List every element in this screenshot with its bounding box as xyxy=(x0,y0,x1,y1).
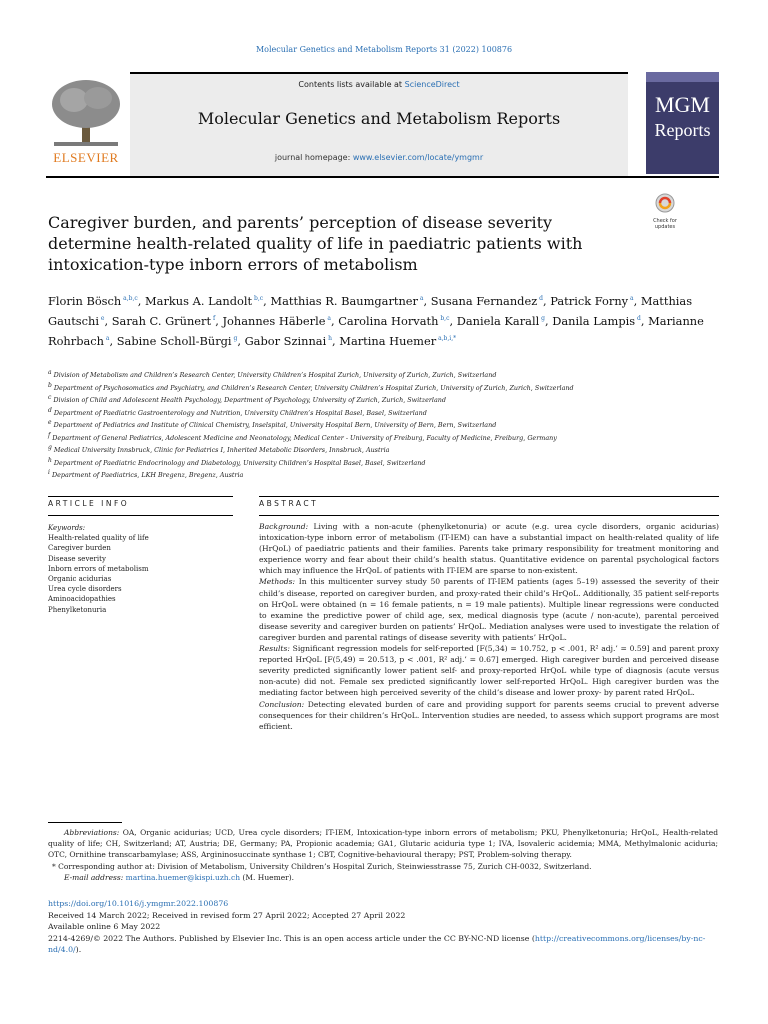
author-affiliation-marks[interactable]: h xyxy=(326,334,333,342)
affiliation-key: a xyxy=(48,369,52,376)
article-title: Caregiver burden, and parents’ perception of disease severity determine health-related quality of life in paediatric patients with intoxication-type inborn errors of metabolism xyxy=(48,213,583,274)
contents-line: Contents lists available at ScienceDirect xyxy=(298,80,460,89)
keyword: Aminoacidopathies xyxy=(48,595,116,604)
affiliation xyxy=(48,418,728,431)
author-name[interactable]: Danila Lampis xyxy=(552,313,636,328)
keyword: Disease severity xyxy=(48,554,106,563)
keyword: Inborn errors of metabolism xyxy=(48,564,149,573)
elsevier-logo xyxy=(46,72,126,172)
affiliation xyxy=(48,468,728,481)
author-affiliation-marks[interactable]: a xyxy=(325,314,331,322)
sciencedirect-link[interactable]: ScienceDirect xyxy=(404,80,460,89)
abstract-section-text: Living with a non-acute (phenylketonuria) or acute (e.g. urea cycle disorders, organic acidurias) intoxication-type inborn error of metabolism (IT-IEM) can have a substantial impact on health-related quality of life (HrQoL) of paediatric patients and their families. Parents take primary responsibility for treatment monitoring and experience worry and fear about their child’s health status. Quantitative evidence on parental psychological factors which may influence the HrQoL of patients with IT-IEM are sparse to non-existent. xyxy=(259,522,719,576)
keyword: Organic acidurias xyxy=(48,575,112,584)
affiliation-text: Medical University Innsbruck, Clinic for Pediatrics I, Inherited Metabolic Disorders, Innsbruck, Austria xyxy=(51,446,390,455)
affiliation-text: Department of Paediatric Endocrinology and Diabetology, University Children’s Hospital Basel, Basel, Switzerland xyxy=(51,458,426,467)
affiliation xyxy=(48,368,728,381)
check-updates-label: Check for updates xyxy=(653,218,677,230)
author-affiliation-marks[interactable]: e xyxy=(99,314,105,322)
author-name[interactable]: Johannes Häberle xyxy=(222,313,326,328)
available-online: Available online 6 May 2022 xyxy=(48,922,161,932)
affiliation xyxy=(48,406,728,419)
author-affiliation-marks[interactable]: a,b,i,* xyxy=(436,334,457,342)
keyword: Caregiver burden xyxy=(48,544,111,553)
corresponding-author-footnote: * Corresponding author at: Division of Metabolism, University Children’s Hospital Zurich, Steinwiesstrasse 75, Zurich CH-0032, Switzerland. xyxy=(52,861,592,871)
abstract-section xyxy=(259,643,719,698)
affiliation-text: Department of Psychosomatics and Psychiatry, and Children’s Research Center, University Children’s Hospital Zurich, University of Zurich, Zurich, Switzerland xyxy=(51,383,574,392)
author-affiliation-marks[interactable]: a xyxy=(104,334,110,342)
author-name[interactable]: Marianne Rohrbach xyxy=(48,313,704,348)
author-affiliation-marks[interactable]: b,c xyxy=(252,295,264,302)
abbreviations-footnote: Abbreviations: OA, Organic acidurias; UCD, Urea cycle disorders; IT-IEM, Intoxication-type inborn errors of metabolism; PKU, Phenylketonuria; HrQoL, Health-related quality of life; CH, Switzerland; AT, Austria; DE, Germany; PA, Propionic academia; GA1, Glutaric aciduria type 1; IVA, Isovaleric acidemia; MMA, Methylmalonic aciduria; OTC, Ornithine transcarbamylase; ASS, Argininosuccinate synthase 1; CBT, Cognitive-behavioural therapy; PST, Problem-solving therapy. xyxy=(48,828,718,860)
author-affiliation-marks[interactable]: a xyxy=(628,295,634,302)
author-name[interactable]: Florin Bösch xyxy=(48,293,122,308)
abstract-section xyxy=(259,576,719,643)
author-name[interactable]: Sabine Scholl-Bürgi xyxy=(116,333,232,348)
email-footnote: E-mail address: martina.huemer@kispi.uzh.ch (M. Huemer). xyxy=(64,872,295,882)
author-name[interactable]: Patrick Forny xyxy=(550,293,629,308)
footnotes xyxy=(48,827,718,883)
affiliation-text: Department of General Pediatrics, Adolescent Medicine and Neonatology, Medical Center - University of Freiburg, Faculty of Medicine, Freiburg, Germany xyxy=(50,433,557,442)
affiliation-key: e xyxy=(48,419,52,427)
affiliation-key: h xyxy=(48,456,52,464)
author-name[interactable]: Matthias Gautschi xyxy=(48,293,693,328)
check-for-updates-badge[interactable] xyxy=(648,192,682,228)
author-name[interactable]: Markus A. Landolt xyxy=(145,293,253,308)
author-affiliation-marks[interactable]: d xyxy=(537,295,543,302)
journal-homepage-line: journal homepage: www.elsevier.com/locate/ymgmr xyxy=(274,153,484,162)
author-name[interactable]: Martina Huemer xyxy=(339,333,437,348)
author-name[interactable]: Carolina Horvath xyxy=(338,313,439,328)
author-list: Florin Bösch $^{a,b,c}$, Markus A. Landolt $^{b,c}$, Matthias R. Baumgartner $^a$, Susana Fernandez $^d$, Patrick Forny $^a$, Matthias Gautschi $^e$, Sarah C. Grünert $^f$, Johannes Häberle $^a$, Carolina Horvath $^{b,c}$, Daniela Karall $^g$, Danila Lampis $^d$, Marianne Rohrbach $^a$, Sabine Scholl-Bürgi $^g$, Gabor Szinnai $^h$, Martina Huemer $^{a,b,i,*}$ xyxy=(48,293,704,348)
author-name[interactable]: Sarah C. Grünert xyxy=(111,313,212,328)
affiliation xyxy=(48,456,728,469)
keywords-label: Keywords: xyxy=(48,524,86,532)
affiliation-text: Division of Child and Adolescent Health Psychology, Department of Psychology, University of Zurich, Zurich, Switzerland xyxy=(51,396,446,405)
keyword: Health-related quality of life xyxy=(48,534,149,543)
abstract-section xyxy=(259,699,719,732)
affiliation-key: f xyxy=(48,431,51,439)
author-affiliation-marks[interactable]: g xyxy=(539,314,545,322)
affiliation-text: Department of Pediatrics and Institute of Clinical Chemistry, Inselspital, University Hospital Bern, University of Bern, Bern, Switzerland xyxy=(51,421,497,430)
journal-title: Molecular Genetics and Metabolism Reports xyxy=(197,109,561,128)
abstract-rule-lower xyxy=(259,515,719,516)
cover-title: MGM xyxy=(654,92,710,117)
abstract-heading: ABSTRACT xyxy=(259,499,319,508)
article-info-rule xyxy=(48,496,233,497)
abstract-section-text: In this multicenter survey study 50 parents of IT-IEM patients (ages 5–19) assessed the severity of their child’s disease, reported on caregiver burden, and proxy-rated their child’s HrQoL. Additionally, 35 patient self-reports on HrQoL were obtained (n = 16 female patients, n = 19 male patients). Multiple linear regressions were conducted to examine the predictive power of child age, sex, medical diagnosis type (acute / non-acute), parental perceived disease severity and caregiver burden on patients’ HrQoL. Mediation analyses were used to investigate the relation of caregiver burden and parental ratings of disease severity with patients’ HrQoL. xyxy=(259,577,719,642)
affiliation-key: c xyxy=(48,394,52,402)
article-info-heading: ARTICLE INFO xyxy=(48,499,130,508)
footnote-rule xyxy=(48,822,122,823)
publication-info xyxy=(48,898,718,956)
affiliation-key: g xyxy=(48,444,52,452)
affiliation-list xyxy=(48,368,728,481)
affiliation-text: Division of Metabolism and Children’s Research Center, University Children’s Hospital Zurich, University of Zurich, Zurich, Switzerland xyxy=(51,371,497,380)
keyword: Urea cycle disorders xyxy=(48,585,122,594)
affiliation-text: Department of Paediatric Gastroenterology and Nutrition, University Children’s Hospital Basel, Basel, Switzerland xyxy=(51,408,427,417)
keyword-list xyxy=(48,533,233,615)
elsevier-wordmark: ELSEVIER xyxy=(53,150,119,165)
abstract-section-text: Detecting elevated burden of care and providing support for parents seems crucial to prevent adverse consequences for their children’s HrQoL. Intervention studies are needed, to assess which support programs are most efficient. xyxy=(259,699,719,731)
abstract-body xyxy=(259,521,719,732)
license-link[interactable]: http://creativecommons.org/licenses/by-nc-nd/4.0/ xyxy=(48,933,706,955)
abstract-section-label: Results: xyxy=(259,644,290,654)
abstract-rule xyxy=(259,496,719,497)
keyword: Phenylketonuria xyxy=(48,605,107,614)
article-info-rule-lower xyxy=(48,515,233,516)
abstract-section-text: Significant regression models for self-reported [F(5,34) = 10.752, p < .001, R² adj.’ = 0.59] and parent proxy reported HrQoL [F(5,49) = 20.513, p < .001, R² adj.’ = 0.67] emerged. High caregiver burden and perceived disease severity predicted significantly lower patient self- and proxy-reported HrQoL while type of diagnosis (acute versus non-acute) did not. Female sex predicted significantly lower self-reported HrQoL. High caregiver burden was the mediating factor between high perceived severity of the child’s disease and lower proxy- by parent rated HrQoL. xyxy=(259,644,719,698)
author-affiliation-marks[interactable]: a,b,c xyxy=(121,295,138,302)
affiliation xyxy=(48,443,728,456)
abstract-section-label: Background: xyxy=(259,522,309,531)
journal-homepage-link[interactable]: www.elsevier.com/locate/ymgmr xyxy=(352,153,484,162)
cover-top-band xyxy=(646,72,719,82)
check-updates-icon xyxy=(648,192,682,214)
author-name[interactable]: Daniela Karall xyxy=(456,313,540,328)
license-line: 2214-4269/© 2022 The Authors. Published by Elsevier Inc. This is an open access article under the CC BY-NC-ND license (http://creativecommons.org/licenses/by-nc-nd/4.0/). xyxy=(48,933,706,955)
affiliation xyxy=(48,381,728,394)
abstract-section-label: Conclusion: xyxy=(259,699,305,709)
author-affiliation-marks[interactable]: g xyxy=(231,334,238,342)
received-dates: Received 14 March 2022; Received in revised form 27 April 2022; Accepted 27 April 2022 xyxy=(48,910,406,920)
affiliation xyxy=(48,393,728,406)
cover-subtitle: Reports xyxy=(654,120,711,140)
abstract-section xyxy=(259,521,719,576)
doi-link[interactable]: https://doi.org/10.1016/j.ymgmr.2022.100876 xyxy=(48,899,229,908)
journal-cover[interactable] xyxy=(646,72,719,174)
author-name[interactable]: Gabor Szinnai xyxy=(244,333,327,348)
affiliation-key: d xyxy=(48,406,52,414)
author-affiliation-marks[interactable]: d xyxy=(635,314,641,322)
affiliation xyxy=(48,431,728,444)
affiliation-text: Department of Paediatrics, LKH Bregenz, Bregenz, Austria xyxy=(49,471,244,480)
abstract-section-label: Methods: xyxy=(259,577,296,587)
author-affiliation-marks[interactable]: f xyxy=(211,314,216,322)
author-affiliation-marks[interactable]: a xyxy=(418,295,424,302)
author-affiliation-marks[interactable]: b,c xyxy=(438,314,450,322)
masthead-rule xyxy=(46,176,719,178)
keywords-block xyxy=(48,523,233,615)
affiliation-key: i xyxy=(48,469,50,477)
email-link[interactable]: martina.huemer@kispi.uzh.ch xyxy=(125,872,241,882)
journal-reference[interactable]: Molecular Genetics and Metabolism Reports 31 (2022) 100876 xyxy=(255,45,513,54)
author-name[interactable]: Matthias R. Baumgartner xyxy=(270,293,418,308)
affiliation-key: b xyxy=(48,381,52,389)
author-name[interactable]: Susana Fernandez xyxy=(430,293,538,308)
